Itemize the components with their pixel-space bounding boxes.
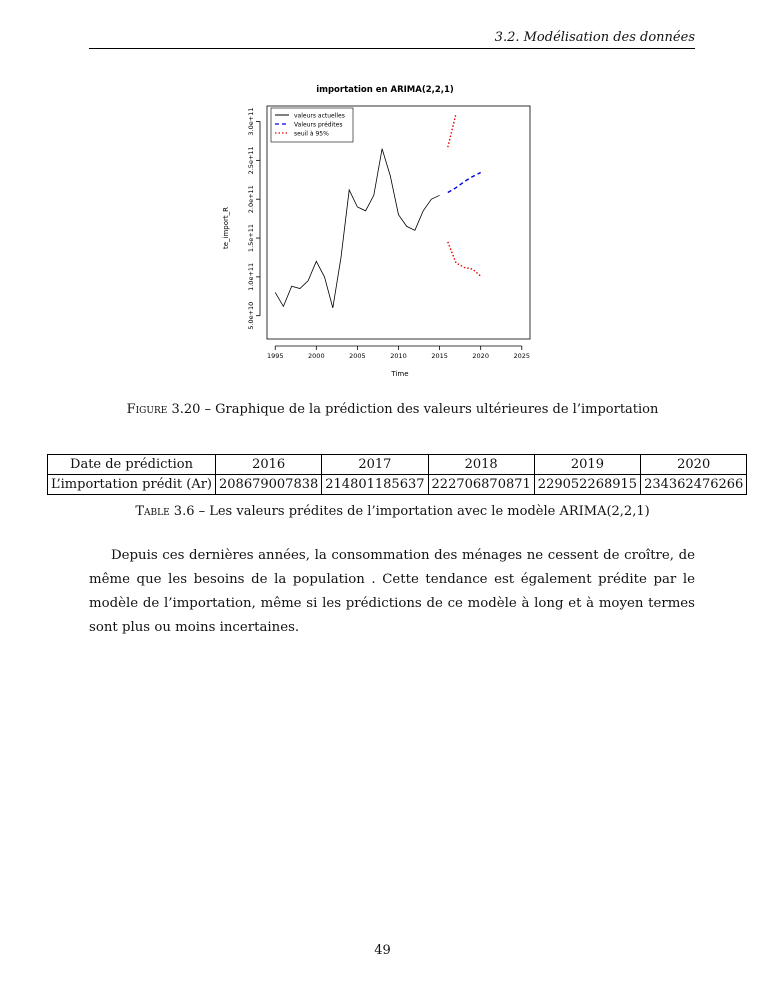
table-header-row <box>48 455 747 475</box>
table-label: Table <box>135 504 170 519</box>
legend <box>271 108 353 142</box>
table-cell: 222706870871 <box>428 475 534 495</box>
table-caption <box>60 504 725 519</box>
series-line-2 <box>448 114 456 147</box>
x-tick-label: 2005 <box>349 352 366 360</box>
x-tick-label: 2025 <box>513 352 531 360</box>
x-axis-label: Time <box>391 370 409 378</box>
arima-chart <box>215 78 545 383</box>
running-head: 3.2. Modélisation des données <box>494 30 695 45</box>
y-tick-label: 1.0e+11 <box>247 262 255 291</box>
y-tick-label: 5.0e+10 <box>247 301 255 330</box>
x-tick-label: 2015 <box>431 352 448 360</box>
legend-label-threshold: seuil à 95% <box>294 130 329 138</box>
figure-label: Figure <box>126 402 168 417</box>
legend-label-predicted: Valeurs prédites <box>294 121 343 129</box>
header-rule <box>89 48 695 49</box>
x-axis <box>267 346 530 360</box>
table-cell: 2017 <box>322 455 428 475</box>
table-cell: 234362476266 <box>641 475 747 495</box>
figure-caption-text: 3.20 – Graphique de la prédiction des valeurs ultérieures de l’importation <box>171 402 659 417</box>
page-number: 49 <box>374 943 391 958</box>
table-cell: 2020 <box>641 455 747 475</box>
y-tick-label: 3.0e+11 <box>247 107 255 136</box>
y-tick-label: 2.5e+11 <box>247 146 255 175</box>
chart-title: importation en ARIMA(2,2,1) <box>316 85 454 95</box>
table-cell: 214801185637 <box>322 475 428 495</box>
y-axis <box>247 108 260 330</box>
x-tick-label: 1995 <box>266 352 284 360</box>
series-line-3 <box>448 242 481 276</box>
table-caption-text: 3.6 – Les valeurs prédites de l’importation avec le modèle ARIMA(2,2,1) <box>173 504 650 519</box>
table-cell: 2018 <box>428 455 534 475</box>
figure-caption <box>60 402 725 417</box>
y-tick-label: 1.5e+11 <box>247 224 255 253</box>
series-line-0 <box>275 149 439 308</box>
table-cell: 2019 <box>534 455 640 475</box>
table-cell: L’importation prédit (Ar) <box>48 475 216 495</box>
table-row <box>48 475 747 495</box>
body-paragraph: Depuis ces dernières années, la consommation des ménages ne cessent de croître, de même que les besoins de la population . Cette tendance est également prédite par le modèle de l’importation, même si les prédictions de ce modèle à long et à moyen termes sont plus ou moins incertaines. <box>89 548 695 635</box>
table-cell: Date de prédiction <box>48 455 216 475</box>
table-cell: 229052268915 <box>534 475 640 495</box>
legend-label-actual: valeurs actuelles <box>294 112 345 120</box>
series-layer <box>275 114 481 308</box>
y-tick-label: 2.0e+11 <box>247 185 255 214</box>
x-tick-label: 2000 <box>308 352 325 360</box>
series-line-1 <box>448 173 481 193</box>
table-cell: 2016 <box>216 455 322 475</box>
x-tick-label: 2020 <box>472 352 489 360</box>
x-tick-label: 2010 <box>390 352 407 360</box>
y-axis-label: te_import_R <box>222 206 230 250</box>
table-cell: 208679007838 <box>216 475 322 495</box>
prediction-table <box>47 454 747 495</box>
